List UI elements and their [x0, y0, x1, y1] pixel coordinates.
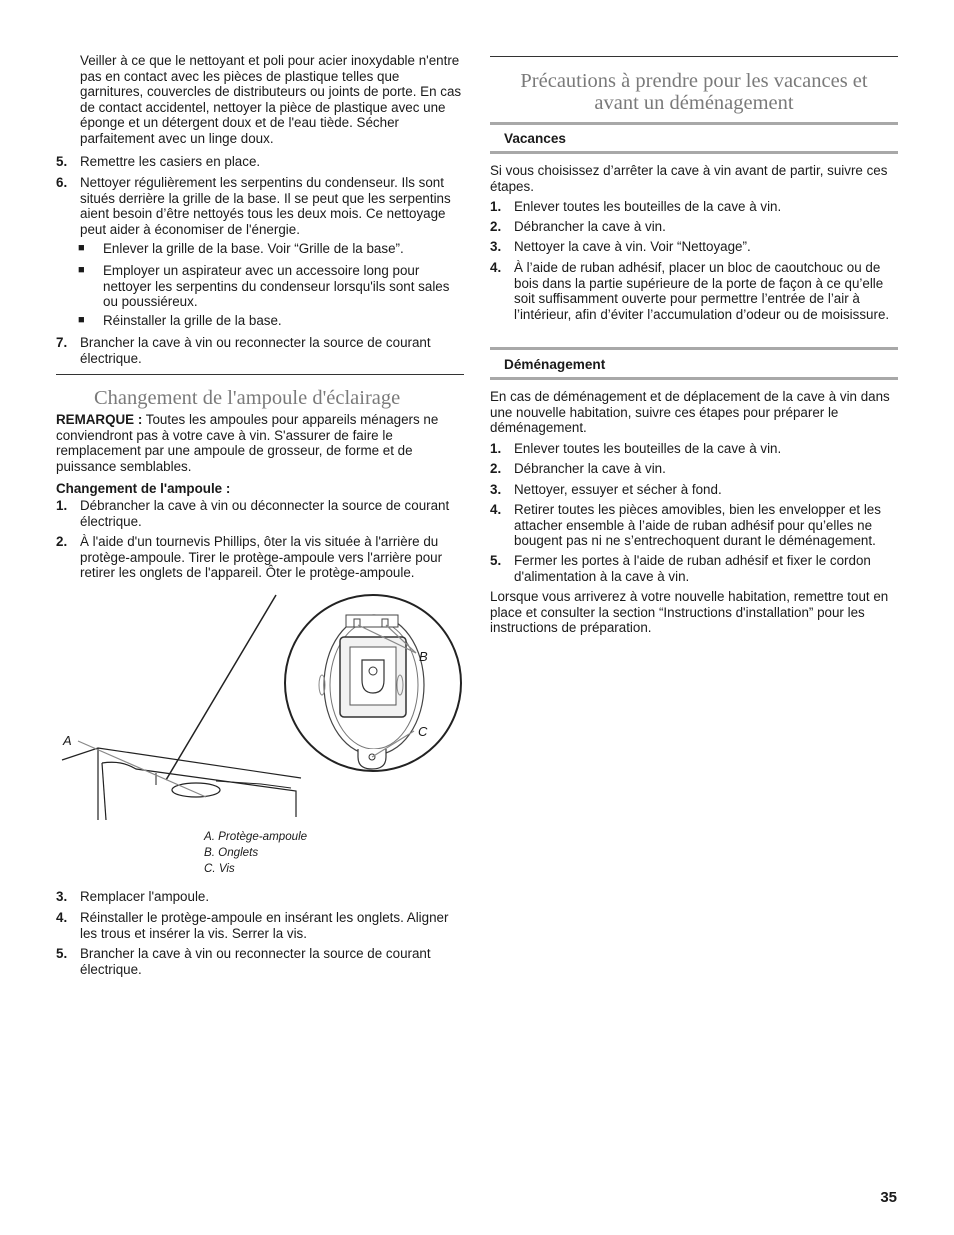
remark-paragraph: REMARQUE : Toutes les ampoules pour appareils ménagers ne conviendront pas à votre cave à vin. S'assurer de faire le remplacement par une ampoule de grosseur, de forme et de puissance semblables. — [56, 412, 439, 474]
vacances-intro: Si vous choisissez d’arrêter la cave à vin avant de partir, suivre ces étapes. — [490, 163, 888, 194]
light-shield-figure — [56, 585, 464, 820]
bullet-icon: ■ — [78, 242, 85, 254]
list-item: 2. À l'aide d'un tournevis Phillips, ôter la vis située à l'arrière du protège-ampoule. Tirer le protège-ampoule vers l'arrière pour retirer les onglets de l'appareil. Ôter le protège-ampoule. — [56, 534, 443, 581]
demenagement-intro: En cas de déménagement et de déplacement de la cave à vin dans une nouvelle habitation, suivre ces étapes pour préparer le déménagement. — [490, 389, 890, 436]
list-item: 1. Débrancher la cave à vin ou déconnecter la source de courant électrique. — [56, 498, 450, 529]
list-item: 2. Débrancher la cave à vin. — [490, 461, 666, 476]
subsection-heading-vacances: Vacances — [504, 131, 566, 146]
subsection-divider — [490, 347, 898, 350]
page-number: 35 — [880, 1189, 897, 1206]
subsection-divider — [490, 151, 898, 154]
subheading: Changement de l'ampoule : — [56, 481, 231, 496]
list-item: 5. Brancher la cave à vin ou reconnecter la source de courant électrique. — [56, 946, 431, 977]
figure-caption: A. Protège-ampoule B. Onglets C. Vis — [204, 830, 308, 875]
outro-paragraph: Lorsque vous arriverez à votre nouvelle habitation, remettre tout en place et consulter la section “Instructions d'installation” pour les instructions de préparation. — [490, 589, 889, 636]
figure-illustration — [56, 585, 464, 820]
intro-paragraph: Veiller à ce que le nettoyant et poli pour acier inoxydable n'entre pas en contact avec les pièces de plastique telles que garnitures, couvercles de distributeurs ou joints de porte. En cas de contact accidentel, nettoyer la pièce de plastique avec une éponge et un détergent doux et de l'eau tiède. Sécher parfaitement avec un linge doux. — [80, 53, 462, 146]
section-title: Précautions à prendre pour les vacances et avant un déménagement — [520, 70, 868, 114]
list-item: 4. Retirer toutes les pièces amovibles, bien les envelopper et les attacher ensemble à l’aide de ruban adhésif pour qu’elles ne bougent pas ni ne s’entrechoquent durant le déménagement. — [490, 502, 881, 549]
subsection-divider — [490, 122, 898, 125]
bullet-icon: ■ — [78, 264, 85, 276]
list-item: 1. Enlever toutes les bouteilles de la cave à vin. — [490, 199, 782, 214]
list-item: 2. Débrancher la cave à vin. — [490, 219, 666, 234]
list-item: 6. Nettoyer régulièrement les serpentins du condenseur. Ils sont situés derrière la grille de la base. Il se peut que les serpentins aient besoin d’être nettoyés tous les deux mois. Ce nettoyage peut aider à économiser de l'énergie. — [56, 175, 451, 237]
figure-label-c: C — [418, 724, 428, 739]
list-item: 4. À l’aide de ruban adhésif, placer un bloc de caoutchouc ou de bois dans la partie supérieure de la porte de façon à ce qu’elle soit suffisamment ouverte pour permettre l’entrée de l’air à l’intérieur, afin d’éviter l’accumulation d’odeur ou de moisissure. — [490, 260, 890, 322]
list-item: 3. Remplacer l'ampoule. — [56, 889, 210, 904]
bullet-item: ■ Réinstaller la grille de la base. — [78, 313, 282, 328]
list-item: 3. Nettoyer, essuyer et sécher à fond. — [490, 482, 722, 497]
list-item: 4. Réinstaller le protège-ampoule en insérant les onglets. Aligner les trous et insérer la vis. Serrer la vis. — [56, 910, 449, 941]
subsection-heading-demenagement: Déménagement — [504, 357, 606, 372]
list-item: 5. Remettre les casiers en place. — [56, 154, 261, 169]
bullet-icon: ■ — [78, 314, 85, 326]
figure-label-a: A — [63, 733, 72, 748]
list-item: 7. Brancher la cave à vin ou reconnecter la source de courant électrique. — [56, 335, 431, 366]
remark-label: REMARQUE : — [56, 412, 143, 427]
bullet-item: ■ Enlever la grille de la base. Voir “Grille de la base”. — [78, 241, 404, 256]
figure-label-b: B — [419, 649, 428, 664]
list-item: 5. Fermer les portes à l'aide de ruban adhésif et fixer le cordon d'alimentation à la cave à vin. — [490, 553, 871, 584]
list-item: 1. Enlever toutes les bouteilles de la cave à vin. — [490, 441, 782, 456]
list-item: 3. Nettoyer la cave à vin. Voir “Nettoyage”. — [490, 239, 751, 254]
subsection-divider — [490, 377, 898, 380]
bullet-item: ■ Employer un aspirateur avec un accessoire long pour nettoyer les serpentins du condenseur lorsqu'ils sont sales ou poussiéreux. — [78, 263, 450, 310]
section-title: Changement de l'ampoule d'éclairage — [94, 387, 401, 409]
section-divider — [490, 56, 898, 57]
section-divider — [56, 374, 464, 375]
